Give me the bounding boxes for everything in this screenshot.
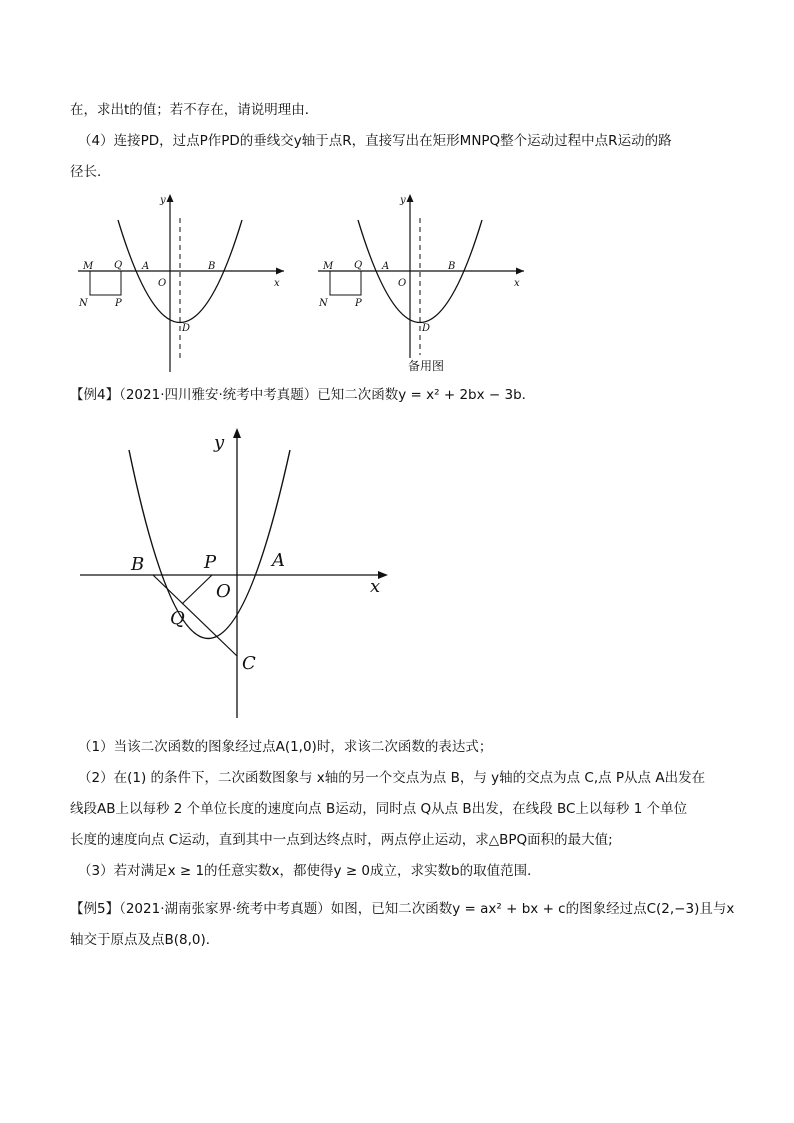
fig3-c-label: C — [242, 653, 256, 674]
fig1-a-label: A — [142, 261, 150, 272]
fig2-o-label: O — [398, 278, 407, 289]
fig3-a-label: A — [272, 550, 285, 571]
example-5-heading-line-1: 【例5】（2021·湖南张家界·统考中考真题）如图，已知二次函数y = ax² + bx + c的图象经过点C(2,−3)且与x — [70, 901, 735, 917]
fig2-caption: 备用图 — [408, 359, 445, 373]
question-2-line-2: 线段AB上以每秒 2 个单位长度的速度向点 B运动，同时点 Q从点 B出发，在线段 BC上以每秒 1 个单位 — [70, 801, 688, 817]
fig2-b-label: B — [448, 261, 456, 272]
fig3-b-label: B — [131, 554, 145, 575]
fig1-n-label: N — [79, 298, 88, 309]
question-4-line-1: （4）连接PD，过点P作PD的垂线交y轴于点R，直接写出在矩形MNPQ整个运动过程中点R运动的路 — [78, 133, 672, 149]
fig3-o-label: O — [216, 581, 231, 602]
question-4-line-2: 径长． — [70, 164, 111, 180]
fig1-o-label: O — [158, 278, 167, 289]
figure-2 — [312, 190, 532, 375]
fig3-p-label: P — [204, 552, 217, 573]
question-2-line-3: 长度的速度向点 C运动，直到其中一点到达终点时，两点停止运动，求△BPQ面积的最大值; — [70, 832, 613, 848]
fig1-q-label: Q — [114, 260, 123, 271]
figure-3 — [76, 422, 396, 724]
fig3-y-label: y — [214, 432, 225, 453]
question-2-line-1: （2）在(1) 的条件下，二次函数图象与 x轴的另一个交点为点 B，与 y轴的交点为点 C,点 P从点 A出发在 — [78, 770, 706, 786]
text-line-1: 在，求出t的值；若不存在，请说明理由． — [70, 102, 319, 118]
example-4-heading: 【例4】（2021·四川雅安·统考中考真题）已知二次函数y = x² + 2bx − 3b． — [70, 387, 536, 403]
question-3: （3）若对满足x ≥ 1的任意实数x，都使得y ≥ 0成立，求实数b的取值范围． — [78, 863, 541, 879]
fig2-y-label: y — [400, 195, 406, 206]
example-5-heading-line-2: 轴交于原点及点B(8,0)． — [70, 932, 220, 948]
fig3-q-label: Q — [170, 608, 185, 629]
fig2-p-label: P — [355, 298, 362, 309]
fig1-x-label: x — [274, 278, 280, 289]
question-1: （1）当该二次函数的图象经过点A(1,0)时，求该二次函数的表达式； — [78, 739, 493, 755]
fig1-b-label: B — [208, 261, 216, 272]
fig1-y-label: y — [160, 195, 166, 206]
fig2-x-label: x — [514, 278, 520, 289]
fig2-d-label: D — [422, 323, 431, 334]
fig1-d-label: D — [182, 323, 191, 334]
fig1-p-label: P — [115, 298, 122, 309]
fig2-n-label: N — [319, 298, 328, 309]
fig2-m-label: M — [323, 261, 334, 272]
fig2-q-label: Q — [354, 260, 363, 271]
figure-1 — [72, 190, 292, 375]
fig2-a-label: A — [382, 261, 390, 272]
fig3-x-label: x — [370, 576, 381, 597]
fig1-m-label: M — [83, 261, 94, 272]
